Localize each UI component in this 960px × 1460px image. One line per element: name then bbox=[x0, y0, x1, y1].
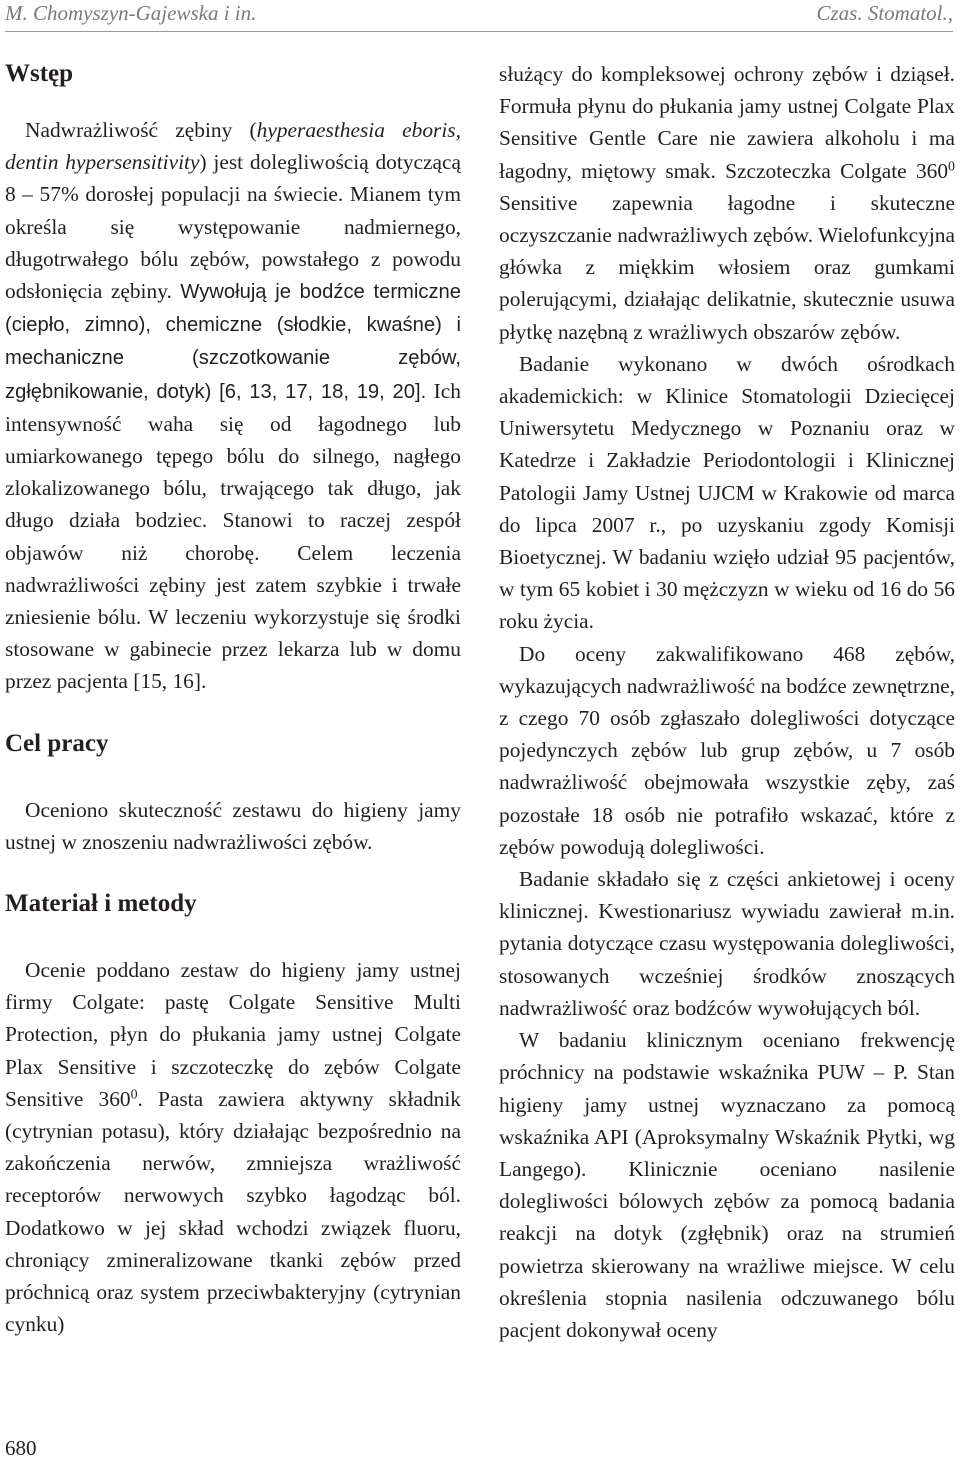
methods-superscript: 0 bbox=[130, 1087, 138, 1103]
intro-lead: Nadwrażliwość zębiny ( bbox=[25, 118, 257, 142]
intro-rest: Ich intensywność waha się od łagodnego lub umiarkowanego tępego bólu do silnego, nagłego zlokalizowanego bólu, trwającego tak długo, jak długo działa bodziec. Stanowi to raczej zespół objawów niż chorobę. Celem leczenia nadwrażliwości zębiny jest zatem szybkie i trwałe zniesienie bólu. W leczeniu wykorzystuje się środki stosowane w gabinecie przez lekarza lub w domu przez pacjenta [15, 16]. bbox=[5, 378, 461, 694]
methods-paragraph bbox=[5, 954, 461, 1340]
right-column bbox=[499, 58, 955, 1346]
right-p1-rest: Sensitive zapewnia łagodne i skuteczne oczyszczanie nadwrażliwych zębów. Wielofunkcyjna główka z miękkim włosiem oraz gumkami polerującymi, działając delikatnie, skutecznie usuwa płytkę nazębną z wrażliwych obszarów zębów. bbox=[499, 190, 955, 344]
intro-stimuli-sentence: Wywołują je bodźce termiczne (ciepło, zimno), chemiczne (słodkie, kwaśne) i mechaniczne (szczotkowanie zębów, zgłębnikowanie, dotyk) [6, 13, 17, 18, 19, 20]. bbox=[5, 281, 462, 403]
right-paragraph-1 bbox=[499, 58, 955, 348]
intro-latin-terms: hyperaesthesia eboris, dentin hypersensitivity bbox=[5, 118, 461, 175]
header-rule bbox=[5, 31, 953, 32]
intro-paragraph bbox=[5, 114, 461, 698]
right-paragraph-3: Do oceny zakwalifikowano 468 zębów, wykazujących nadwrażliwość na bodźce zewnętrzne, z czego 70 osób zgłaszało dolegliwości dotyczące pojedynczych zębów lub grup zębów, u 7 osób nadwrażliwość obejmowała wszystkie zęby, zaś pozostałe 18 osób nie potrafiło wskazać, które z zębów powodują dolegliwości. bbox=[499, 641, 955, 859]
right-paragraph-2: Badanie wykonano w dwóch ośrodkach akademickich: w Klinice Stomatologii Dziecięcej Uniwersytetu Medycznego w Poznaniu oraz w Katedrze i Zakładzie Periodontologii i Klinicznej Patologii Jamy Ustnej UJCM w Krakowie od marca do lipca 2007 r., po uzyskaniu zgody Komisji Bioetycznej. W badaniu wzięło udział 95 pacjentów, w tym 65 kobiet i 30 mężczyzn w wieku od 16 do 56 roku życia. bbox=[499, 351, 955, 634]
right-p1-lead: służący do kompleksowej ochrony zębów i dziąseł. Formuła płynu do płukania jamy ustnej Colgate Plax Sensitive Gentle Care nie zawiera alkoholu i ma łagodny, miętowy smak. Szczoteczka Colgate 360 bbox=[499, 62, 955, 183]
left-column bbox=[5, 58, 461, 1341]
header-journal: Czas. Stomatol., bbox=[816, 1, 953, 25]
methods-rest: . Pasta zawiera aktywny składnik (cytrynian potasu), który działając bezpośrednio na zakończenia nerwów, zmniejsza wrażliwość receptorów nerwowych szybko łagodząc ból. Dodatkowo w jej skład wchodzi związek fluoru, chroniący zmineralizowane tkanki zębów przed próchnicą oraz system przeciwbakteryjny (cytrynian cynku) bbox=[5, 1086, 461, 1337]
right-paragraph-5: W badaniu klinicznym oceniano frekwencję próchnicy na podstawie wskaźnika PUW – P. Stan higieny jamy ustnej wyznaczano za pomocą wskaźnika API (Aproksymalny Wskaźnik Płytki, wg Langego). Klinicznie oceniano nasilenie dolegliwości bólowych zębów za pomocą badania reakcji na dotyk (zgłębnik) oraz na strumień powietrza skierowany na wrażliwe miejsce. W celu określenia stopnia nasilenia odczuwanego bólu pacjent dokonywał oceny bbox=[499, 1028, 955, 1342]
right-p1-superscript: 0 bbox=[948, 158, 955, 174]
section-heading-methods: Materiał i metody bbox=[5, 890, 197, 918]
intro-definition: ) jest dolegliwością dotyczącą 8 – 57% dorosłej populacji na świecie. Mianem tym określa się występowanie nadmiernego, długotrwałego bólu zębów, powstałego z powodu odsłonięcia zębiny. bbox=[5, 150, 461, 304]
section-heading-aim: Cel pracy bbox=[5, 729, 109, 757]
page-number: 680 bbox=[5, 1436, 37, 1460]
aim-paragraph: Oceniono skuteczność zestawu do higieny jamy ustnej w znoszeniu nadwrażliwości zębów. bbox=[5, 797, 461, 854]
methods-lead: Ocenie poddano zestaw do higieny jamy ustnej firmy Colgate: pastę Colgate Sensitive Multi Protection, płyn do płukania jamy ustnej Colgate Plax Sensitive i szczoteczkę do zębów Colgate Sensitive 360 bbox=[5, 958, 461, 1111]
section-heading-intro: Wstęp bbox=[5, 60, 74, 87]
right-paragraph-4: Badanie składało się z części ankietowej i oceny klinicznej. Kwestionariusz wywiadu zawierał m.in. pytania dotyczące czasu występowania dolegliwości, stosowanych wcześniej środków znoszących nadwrażliwość oraz bodźców wywołujących ból. bbox=[499, 867, 955, 1020]
header-authors: M. Chomyszyn-Gajewska i in. bbox=[5, 1, 257, 25]
running-header bbox=[5, 0, 953, 26]
